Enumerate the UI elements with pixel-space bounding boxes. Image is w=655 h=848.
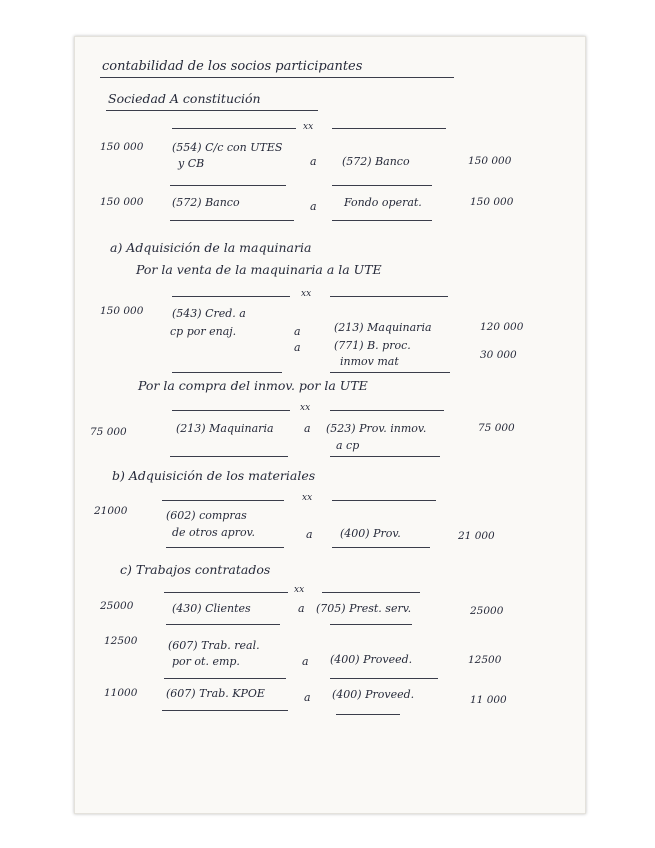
- section-a-subheading: Por la compra del inmov. por la UTE: [138, 378, 368, 393]
- entry-credit-account-cont: a cp: [336, 439, 360, 452]
- entry-debit-account: (543) Cred. a: [172, 307, 246, 320]
- entry-debit-account: (430) Clientes: [172, 602, 251, 615]
- entry-separator: [162, 710, 288, 711]
- entry-debit-amount: 12500: [104, 635, 138, 647]
- entry-debit-amount: 11000: [104, 687, 138, 699]
- entry-separator: [330, 296, 448, 297]
- entry-debit-amount: 150 000: [100, 196, 144, 208]
- entry-credit-amount: 150 000: [468, 155, 512, 167]
- entry-credit-account: (400) Proveed.: [330, 653, 413, 666]
- entry-connector: a: [304, 422, 311, 435]
- entry-marker: xx: [302, 493, 313, 503]
- entry-connector: a: [304, 691, 311, 704]
- entry-separator: [330, 678, 438, 679]
- entry-credit-amount: 12500: [468, 654, 502, 666]
- section-a-subheading: Por la venta de la maquinaria a la UTE: [136, 262, 382, 277]
- entry-debit-account: (602) compras: [166, 509, 247, 522]
- entry-credit-amount: 150 000: [470, 196, 514, 208]
- entry-connector: a: [310, 155, 317, 168]
- entry-separator: [332, 185, 432, 186]
- section-subtitle: Sociedad A constitución: [108, 91, 261, 106]
- entry-separator: [170, 185, 286, 186]
- entry-marker: xx: [300, 403, 311, 413]
- entry-credit-account: (523) Prov. inmov.: [326, 422, 427, 435]
- entry-separator: [172, 296, 290, 297]
- entry-separator: [172, 128, 296, 129]
- entry-separator: [322, 592, 420, 593]
- entry-debit-account: (607) Trab. real.: [168, 639, 260, 652]
- page-title: contabilidad de los socios participantes: [102, 59, 363, 74]
- title-underline: [100, 77, 454, 78]
- entry-connector: a: [294, 341, 301, 354]
- entry-debit-account: (607) Trab. KPOE: [166, 687, 265, 700]
- entry-separator: [332, 500, 436, 501]
- entry-credit-amount: 25000: [470, 605, 504, 617]
- entry-debit-amount: 150 000: [100, 305, 144, 317]
- entry-credit-account: (213) Maquinaria: [334, 321, 432, 334]
- entry-connector: a: [310, 200, 317, 213]
- section-c-heading: c) Trabajos contratados: [120, 562, 271, 577]
- entry-marker: xx: [301, 289, 312, 299]
- entry-debit-amount: 150 000: [100, 141, 144, 153]
- entry-separator: [164, 678, 286, 679]
- entry-separator: [172, 410, 290, 411]
- entry-separator: [166, 547, 284, 548]
- entry-marker: xx: [294, 585, 305, 595]
- entry-separator: [332, 128, 446, 129]
- entry-connector: a: [302, 655, 309, 668]
- entry-debit-account-cont: y CB: [178, 157, 205, 170]
- entry-separator: [162, 500, 284, 501]
- entry-debit-amount: 25000: [100, 600, 134, 612]
- entry-connector: a: [298, 602, 305, 615]
- entry-separator: [336, 714, 400, 715]
- entry-debit-account-cont: de otros aprov.: [172, 526, 255, 539]
- entry-marker: xx: [303, 122, 314, 132]
- subtitle-underline: [106, 110, 318, 111]
- entry-debit-account-cont: por ot. emp.: [172, 655, 240, 668]
- entry-debit-amount: 75 000: [90, 426, 127, 438]
- entry-separator: [330, 410, 444, 411]
- entry-credit-account: (400) Prov.: [340, 527, 401, 540]
- entry-separator: [330, 372, 450, 373]
- entry-debit-account: (554) C/c con UTES: [172, 141, 283, 154]
- entry-separator: [330, 456, 440, 457]
- entry-debit-account: (213) Maquinaria: [176, 422, 274, 435]
- entry-separator: [332, 220, 432, 221]
- entry-separator: [166, 624, 280, 625]
- entry-separator: [170, 456, 288, 457]
- entry-credit-account: (771) B. proc.: [334, 339, 411, 352]
- entry-debit-account: (572) Banco: [172, 196, 240, 209]
- entry-credit-account: Fondo operat.: [344, 196, 422, 209]
- entry-credit-account: (705) Prest. serv.: [316, 602, 412, 615]
- entry-separator: [332, 547, 430, 548]
- entry-separator: [330, 624, 412, 625]
- entry-credit-amount: 75 000: [478, 422, 515, 434]
- entry-credit-account: (400) Proveed.: [332, 688, 415, 701]
- entry-debit-amount: 21000: [94, 505, 128, 517]
- entry-credit-account-cont: inmov mat: [340, 355, 399, 368]
- entry-separator: [172, 372, 282, 373]
- entry-connector: a: [294, 325, 301, 338]
- entry-credit-amount: 30 000: [480, 349, 517, 361]
- entry-credit-account: (572) Banco: [342, 155, 410, 168]
- entry-separator: [170, 220, 294, 221]
- entry-debit-account-cont: cp por enaj.: [170, 325, 237, 338]
- entry-connector: a: [306, 528, 313, 541]
- section-b-heading: b) Adquisición de los materiales: [112, 468, 316, 483]
- entry-credit-amount: 120 000: [480, 321, 524, 333]
- entry-credit-amount: 21 000: [458, 530, 495, 542]
- entry-separator: [164, 592, 288, 593]
- entry-credit-amount: 11 000: [470, 694, 507, 706]
- section-a-heading: a) Adquisición de la maquinaria: [110, 240, 312, 255]
